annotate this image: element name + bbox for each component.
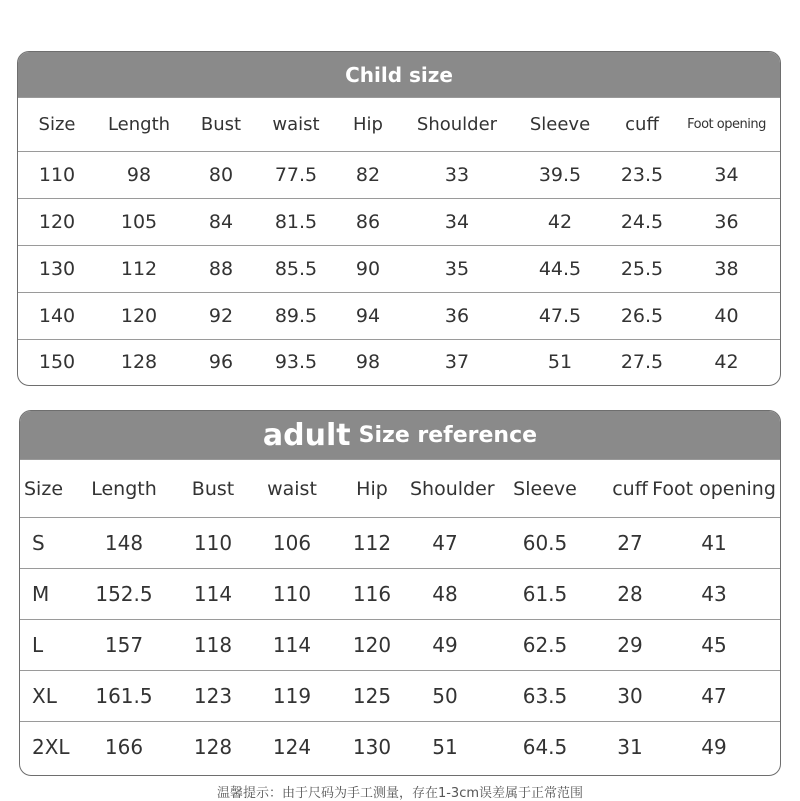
- table-row: [18, 292, 780, 339]
- table-cell: 130: [38, 258, 76, 280]
- table-cell: 116: [352, 582, 392, 606]
- adult-col-length: Length: [91, 477, 157, 500]
- table-cell: 39.5: [538, 164, 582, 186]
- adult-col-size: Size: [24, 477, 64, 500]
- table-cell: 161.5: [95, 684, 153, 708]
- adult-col-foot-opening: Foot opening: [652, 477, 776, 500]
- table-cell: 38: [714, 258, 739, 280]
- table-cell: 157: [104, 633, 144, 657]
- table-cell: 125: [352, 684, 392, 708]
- child-size-title: Child size: [18, 52, 780, 97]
- table-row: [18, 198, 780, 245]
- child-header-row: [18, 97, 780, 151]
- table-cell: 28: [617, 582, 643, 606]
- table-cell: 84: [208, 211, 234, 233]
- table-row: [18, 151, 780, 198]
- table-row: [20, 670, 780, 721]
- table-cell: 90: [355, 258, 381, 280]
- table-cell: 110: [38, 164, 76, 186]
- table-cell: 41: [701, 531, 727, 555]
- table-cell: 98: [355, 351, 381, 373]
- table-cell: 35: [444, 258, 470, 280]
- table-cell: 37: [444, 351, 470, 373]
- table-cell: M: [32, 582, 50, 606]
- child-col-size: Size: [38, 114, 76, 135]
- child-col-length: Length: [107, 114, 171, 135]
- table-cell: 118: [193, 633, 233, 657]
- table-cell: 86: [355, 211, 381, 233]
- adult-col-bust: Bust: [191, 477, 235, 500]
- table-cell: 110: [193, 531, 233, 555]
- table-cell: 42: [547, 211, 573, 233]
- table-cell: 63.5: [522, 684, 568, 708]
- table-cell: 82: [355, 164, 381, 186]
- table-row: [20, 721, 780, 772]
- table-cell: 112: [352, 531, 392, 555]
- child-col-foot-opening: Foot opening: [687, 117, 766, 132]
- table-cell: 30: [617, 684, 643, 708]
- table-cell: 31: [617, 735, 643, 759]
- child-col-shoulder: Shoulder: [416, 114, 498, 135]
- child-table-body: [18, 151, 780, 384]
- table-cell: 34: [714, 164, 739, 186]
- table-cell: 40: [714, 305, 739, 327]
- table-cell: 34: [444, 211, 470, 233]
- table-cell: 24.5: [620, 211, 664, 233]
- adult-col-shoulder: Shoulder: [410, 477, 495, 500]
- adult-col-cuff: cuff: [612, 477, 648, 500]
- table-cell: 43: [701, 582, 727, 606]
- table-cell: 25.5: [620, 258, 664, 280]
- table-cell: 130: [352, 735, 392, 759]
- adult-col-waist: waist: [267, 477, 317, 500]
- table-cell: 80: [208, 164, 234, 186]
- table-cell: 33: [444, 164, 470, 186]
- table-cell: 26.5: [620, 305, 664, 327]
- table-cell: 92: [208, 305, 234, 327]
- table-cell: 47: [701, 684, 727, 708]
- table-cell: 140: [38, 305, 76, 327]
- table-cell: 50: [432, 684, 458, 708]
- table-cell: 106: [272, 531, 312, 555]
- table-cell: L: [32, 633, 44, 657]
- child-col-bust: Bust: [200, 114, 242, 135]
- table-cell: 45: [701, 633, 727, 657]
- table-cell: 123: [193, 684, 233, 708]
- table-cell: 51: [547, 351, 573, 373]
- table-cell: 2XL: [32, 735, 70, 759]
- table-cell: 96: [208, 351, 234, 373]
- table-cell: 36: [714, 211, 739, 233]
- table-cell: 47.5: [538, 305, 582, 327]
- table-cell: 47: [432, 531, 458, 555]
- table-cell: XL: [32, 684, 57, 708]
- table-cell: S: [32, 531, 45, 555]
- table-cell: 85.5: [274, 258, 318, 280]
- table-cell: 61.5: [522, 582, 568, 606]
- adult-size-title: [20, 411, 780, 459]
- adult-col-hip: Hip: [356, 477, 388, 500]
- table-row: [18, 245, 780, 292]
- table-cell: 148: [104, 531, 144, 555]
- child-col-sleeve: Sleeve: [529, 114, 591, 135]
- table-cell: 51: [432, 735, 458, 759]
- table-cell: 128: [120, 351, 158, 373]
- table-cell: 110: [272, 582, 312, 606]
- table-cell: 48: [432, 582, 458, 606]
- table-cell: 105: [120, 211, 158, 233]
- table-cell: 119: [272, 684, 312, 708]
- table-cell: 112: [120, 258, 158, 280]
- table-cell: 60.5: [522, 531, 568, 555]
- table-cell: 114: [193, 582, 233, 606]
- table-cell: 44.5: [538, 258, 582, 280]
- table-cell: 36: [444, 305, 470, 327]
- table-cell: 114: [272, 633, 312, 657]
- child-col-cuff: cuff: [625, 114, 659, 135]
- table-cell: 49: [432, 633, 458, 657]
- table-cell: 152.5: [95, 582, 153, 606]
- table-cell: 98: [126, 164, 152, 186]
- child-size-table: [17, 51, 781, 386]
- table-cell: 27.5: [620, 351, 664, 373]
- table-cell: 124: [272, 735, 312, 759]
- adult-size-table: [19, 410, 781, 776]
- table-cell: 120: [352, 633, 392, 657]
- table-cell: 42: [714, 351, 739, 373]
- table-row: [20, 619, 780, 670]
- table-row: [20, 517, 780, 568]
- table-cell: 77.5: [274, 164, 318, 186]
- adult-title-emphasis: adult: [262, 417, 351, 453]
- child-col-hip: Hip: [353, 114, 383, 135]
- adult-col-sleeve: Sleeve: [513, 477, 577, 500]
- table-cell: 120: [38, 211, 76, 233]
- table-cell: 166: [104, 735, 144, 759]
- table-cell: 94: [355, 305, 381, 327]
- footnote: 温馨提示：由于尺码为手工测量，存在1-3cm误差属于正常范围: [216, 786, 584, 801]
- table-cell: 27: [617, 531, 643, 555]
- adult-header-row: [20, 459, 780, 517]
- adult-title-rest: Size reference: [358, 422, 538, 448]
- table-cell: 81.5: [274, 211, 318, 233]
- table-cell: 29: [617, 633, 643, 657]
- table-cell: 93.5: [274, 351, 318, 373]
- table-cell: 120: [120, 305, 158, 327]
- table-cell: 89.5: [274, 305, 318, 327]
- table-cell: 88: [208, 258, 234, 280]
- child-col-waist: waist: [272, 114, 320, 135]
- table-row: [18, 339, 780, 384]
- adult-table-body: [20, 517, 780, 772]
- table-cell: 150: [38, 351, 76, 373]
- table-row: [20, 568, 780, 619]
- table-cell: 62.5: [522, 633, 568, 657]
- table-cell: 64.5: [522, 735, 568, 759]
- table-cell: 23.5: [620, 164, 664, 186]
- table-cell: 49: [701, 735, 727, 759]
- table-cell: 128: [193, 735, 233, 759]
